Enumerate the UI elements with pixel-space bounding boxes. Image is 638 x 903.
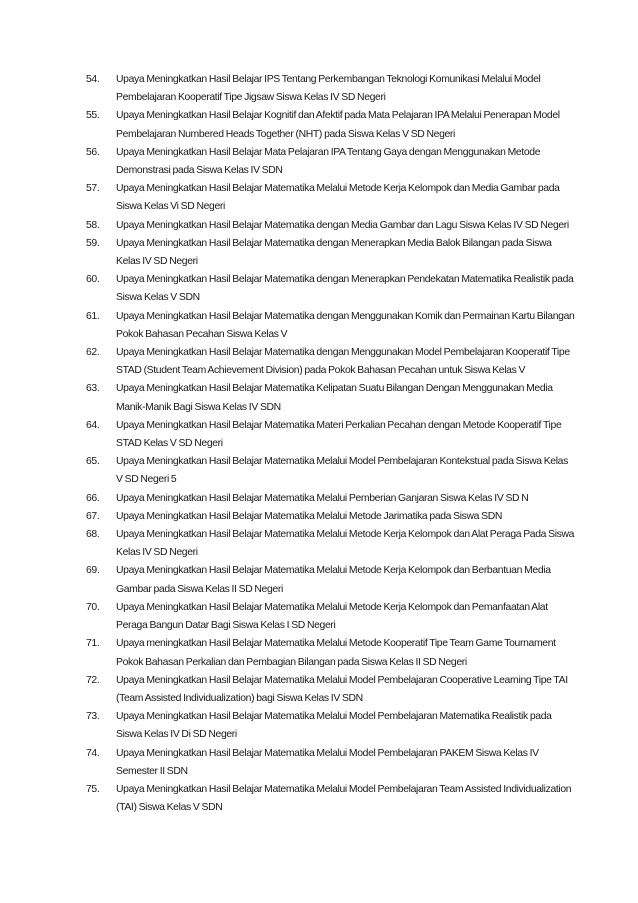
list-item: [86, 745, 576, 781]
list-item: [86, 217, 576, 235]
item-number: 74.: [86, 747, 100, 759]
list-item: [86, 71, 576, 107]
list-item: [86, 144, 576, 180]
item-number: 67.: [86, 510, 100, 522]
list-item: [86, 417, 576, 453]
item-text: Upaya Meningkatkan Hasil Belajar Matematika Melalui Metode Kerja Kelompok dan Alat Peraga Pada Siswa Kelas IV SD Negeri: [116, 529, 575, 559]
item-text: Upaya Meningkatkan Hasil Belajar Matematika Melalui Model Pembelajaran Cooperative Learning Tipe TAI (Team Assisted Individualization) bagi Siswa Kelas IV SDN: [116, 674, 568, 704]
item-number: 73.: [86, 711, 100, 723]
item-text: Upaya Meningkatkan Hasil Belajar Matematika Melalui Metode Kerja Kelompok dan Berbantuan Media Gambar pada Siswa Kelas II SD Negeri: [116, 565, 551, 595]
item-text: Upaya Meningkatkan Hasil Belajar Matematika Melalui Metode Jarimatika pada Siswa SDN: [116, 510, 503, 522]
item-number: 61.: [86, 310, 100, 322]
item-text: Upaya Meningkatkan Hasil Belajar Matematika Melalui Model Pembelajaran PAKEM Siswa Kelas IV Semester II SDN: [116, 747, 539, 777]
item-text: Upaya Meningkatkan Hasil Belajar Matematika Melalui Model Pembelajaran Team Assisted Individualization (TAI) Siswa Kelas V SDN: [116, 783, 572, 814]
list-item: [86, 380, 576, 416]
item-text: Upaya Meningkatkan Hasil Belajar Matematika Melalui Metode Kerja Kelompok dan Media Gambar pada Siswa Kelas Vi SD Negeri: [116, 183, 560, 213]
list-item: [86, 526, 576, 562]
item-text: Upaya Meningkatkan Hasil Belajar Matematika Melalui Metode Kerja Kelompok dan Pemanfaatan Alat Peraga Bangun Datar Bagi Siswa Kelas I SD Negeri: [116, 601, 548, 632]
item-number: 63.: [86, 383, 100, 395]
item-text: Upaya meningkatkan Hasil Belajar Matematika Melalui Metode Kooperatif Tipe Team Game Tournament Pokok Bahasan Perkalian dan Pembagian Bilangan pada Siswa Kelas II SD Negeri: [116, 638, 556, 668]
list-item: [86, 453, 576, 489]
list-item: [86, 672, 576, 708]
item-number: 54.: [86, 74, 100, 85]
list-item: [86, 708, 576, 744]
item-number: 56.: [86, 146, 100, 158]
list-item: [86, 235, 576, 271]
list-item: [86, 308, 576, 344]
item-text: Upaya Meningkatkan Hasil Belajar Matematika Kelipatan Suatu Bilangan Dengan Menggunakan Media Manik-Manik Bagi Siswa Kelas IV SDN: [116, 383, 553, 413]
item-number: 70.: [86, 601, 100, 613]
item-text: Upaya Meningkatkan Hasil Belajar Matematika Melalui Model Pembelajaran Kontekstual pada Siswa Kelas V SD Negeri 5: [116, 456, 568, 486]
list-item: [86, 180, 576, 216]
item-text: Upaya Meningkatkan Hasil Belajar Matematika dengan Menerapkan Pendekatan Matematika Realistik pada Siswa Kelas V SDN: [116, 274, 574, 304]
item-text: Upaya Meningkatkan Hasil Belajar Matematika Materi Perkalian Pecahan dengan Metode Kooperatif Tipe STAD Kelas V SD Negeri: [116, 419, 562, 450]
list-item: [86, 508, 576, 526]
list-item: [86, 635, 576, 671]
item-text: Upaya Meningkatkan Hasil Belajar Matematika dengan Menerapkan Media Balok Bilangan pada Siswa Kelas IV SD Negeri: [116, 237, 552, 268]
item-number: 60.: [86, 274, 100, 286]
item-text: Upaya Meningkatkan Hasil Belajar Kognitif dan Afektif pada Mata Pelajaran IPA Melalui Penerapan Model Pembelajaran Numbered Heads Together (NHT) pada Siswa Kelas V SD Negeri: [116, 110, 560, 140]
list-item: [86, 344, 576, 380]
item-number: 57.: [86, 183, 100, 195]
list-item: [86, 490, 576, 508]
item-number: 68.: [86, 529, 100, 541]
item-text: Upaya Meningkatkan Hasil Belajar Matematika dengan Menggunakan Model Pembelajaran Kooperatif Tipe STAD (Student Team Achievement Division) pada Pokok Bahasan Pecahan untuk Siswa Kelas V: [116, 347, 570, 377]
list-item: [86, 562, 576, 598]
item-number: 58.: [86, 219, 100, 231]
list-item: [86, 781, 576, 817]
list-item: [86, 599, 576, 635]
item-number: 64.: [86, 419, 100, 431]
list-item: [86, 271, 576, 307]
item-number: 59.: [86, 237, 100, 249]
item-text: Upaya Meningkatkan Hasil Belajar Matematika dengan Menggunakan Komik dan Permainan Kartu Bilangan Pokok Bahasan Pecahan Siswa Kelas V: [116, 310, 575, 340]
item-text: Upaya Meningkatkan Hasil Belajar Matematika Melalui Pemberian Ganjaran Siswa Kelas IV SD N: [116, 492, 529, 504]
item-number: 69.: [86, 565, 100, 577]
item-number: 65.: [86, 456, 100, 468]
item-number: 71.: [86, 638, 100, 650]
item-text: Upaya Meningkatkan Hasil Belajar Matematika Melalui Model Pembelajaran Matematika Realistik pada Siswa Kelas IV Di SD Negeri: [116, 711, 552, 741]
title-list: [86, 71, 576, 817]
item-number: 72.: [86, 674, 100, 686]
item-text: Upaya Meningkatkan Hasil Belajar Mata Pelajaran IPA Tentang Gaya dengan Menggunakan Metode Demonstrasi pada Siswa Kelas IV SDN: [116, 146, 541, 177]
item-number: 75.: [86, 783, 100, 795]
item-number: 62.: [86, 347, 100, 359]
item-number: 55.: [86, 110, 100, 122]
list-item: [86, 107, 576, 143]
item-text: Upaya Meningkatkan Hasil Belajar IPS Tentang Perkembangan Teknologi Komunikasi Melalui Model Pembelajaran Kooperatif Tipe Jigsaw Siswa Kelas IV SD Negeri: [116, 74, 541, 104]
item-number: 66.: [86, 492, 100, 504]
item-text: Upaya Meningkatkan Hasil Belajar Matematika dengan Media Gambar dan Lagu Siswa Kelas IV SD Negeri: [116, 219, 569, 231]
